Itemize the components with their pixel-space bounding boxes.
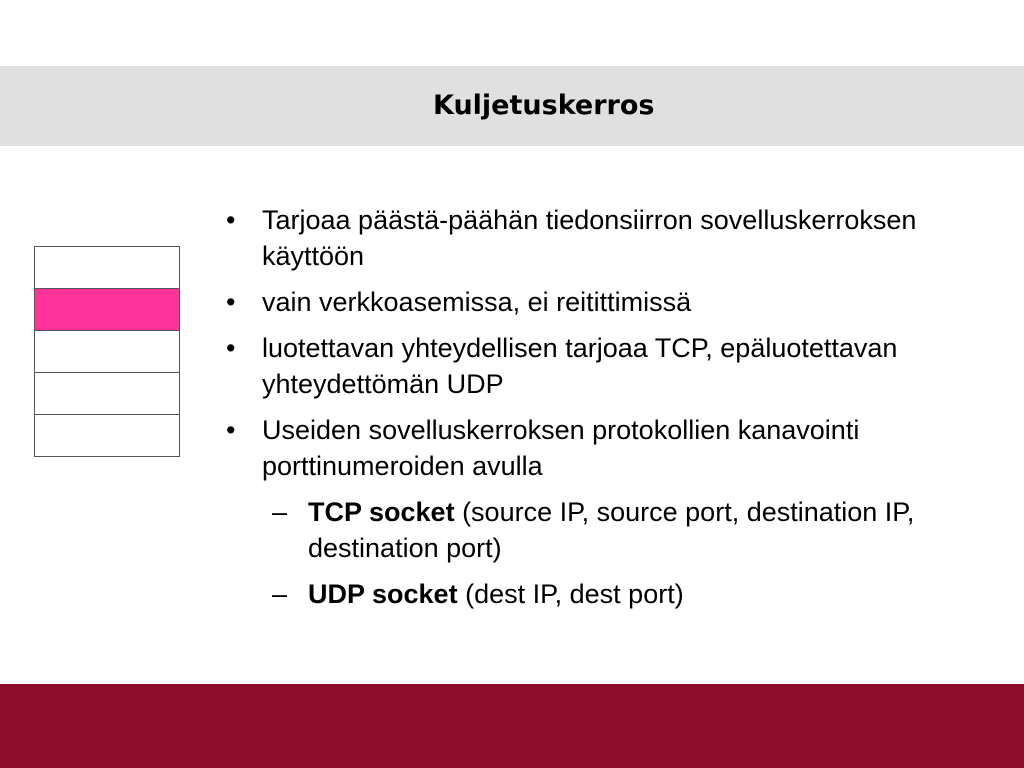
slide-title: Kuljetuskerros [433,90,655,121]
bullet-marker: • [226,205,236,235]
bullet-text: vain verkkoasemissa, ei reitittimissä [262,287,692,317]
udp-socket-term: UDP socket [308,579,458,609]
tcp-socket-term: TCP socket [308,497,455,527]
bullet-item [222,330,1002,402]
bullet-text: luotettavan yhteydellisen tarjoaa TCP, epäluotettavan yhteydettömän UDP [262,333,898,399]
layer-transport-highlighted [34,288,180,331]
bullet-marker: • [226,415,236,445]
layer-application [34,246,180,289]
bullet-marker: • [226,287,236,317]
udp-socket-detail: (dest IP, dest port) [457,579,684,609]
bullet-marker: • [226,333,236,363]
bullet-text: Useiden sovelluskerroksen protokollien kanavointi porttinumeroiden avulla [262,415,860,481]
layer-physical [34,414,180,457]
protocol-layer-stack [34,246,180,457]
bullet-text: Tarjoaa päästä-päähän tiedonsiirron sovelluskerroksen käyttöön [262,205,917,271]
sub-bullet-item [222,494,1002,566]
sub-bullet-item [222,576,1002,612]
tcp-socket-detail: (source IP, source port, destination IP, destination port) [308,497,915,563]
bullet-item [222,412,1002,484]
layer-network [34,330,180,373]
bullet-list [222,202,1002,622]
layer-link [34,372,180,415]
bullet-item [222,284,1002,320]
bullet-item [222,202,1002,274]
dash-marker: – [272,579,288,609]
dash-marker: – [272,497,288,527]
footer-band [0,684,1024,768]
